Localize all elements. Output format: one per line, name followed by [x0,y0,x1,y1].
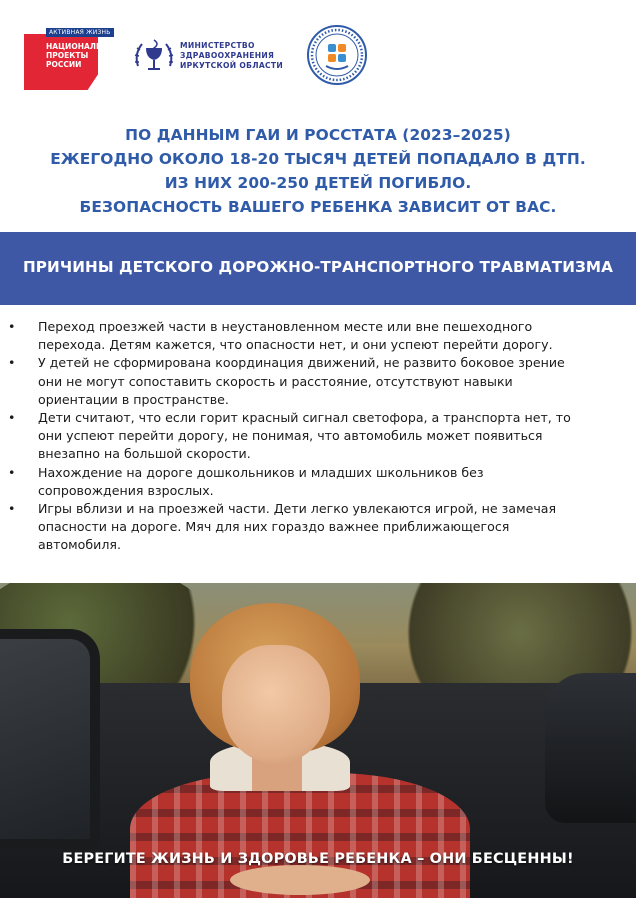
footer-slogan: БЕРЕГИТЕ ЖИЗНЬ И ЗДОРОВЬЕ РЕБЕНКА – ОНИ БЕСЦЕННЫ! [62,851,574,867]
list-item [8,464,618,500]
bullet-icon: • [8,501,16,517]
list-item [8,409,618,464]
national-projects-tag: АКТИВНАЯ ЖИЗНЬ [46,28,114,37]
list-item [8,500,618,555]
bowl-of-hygieia-icon [132,36,176,76]
statistics-intro [30,123,606,219]
child-hands [230,865,370,895]
national-projects-logo [24,28,121,92]
intro-line-1: ПО ДАННЫМ ГАИ И РОССТАТА (2023–2025) [125,126,511,144]
bullet-icon: • [8,319,16,334]
cause-line: они успеют перейти дорогу, не понимая, что автомобиль может появиться [38,428,543,444]
ministry-line-3: ИРКУТСКОЙ ОБЛАСТИ [180,61,284,70]
ministry-line-1: МИНИСТЕРСТВО [180,41,255,50]
child-in-car-photo [0,583,636,898]
cause-line: У детей не сформирована координация движений, не развито боковое зрение [38,355,565,371]
banner-title: ПРИЧИНЫ ДЕТСКОГО ДОРОЖНО-ТРАНСПОРТНОГО ТРАВМАТИЗМА [22,258,613,276]
poster-header [0,0,636,100]
bullet-icon: • [8,410,16,426]
causes-list [8,318,618,555]
prevention-center-seal-icon [306,24,368,86]
ministry-logo [132,36,282,76]
cause-line: опасности на дороге. Мяч для них гораздо важнее приближающегося [38,519,510,535]
cause-line: они не могут сопоставить скорость и расстояние, отсутствуют навыки [38,373,513,389]
cause-line: Дети считают, что если горит красный сигнал светофора, а транспорта нет, то [38,410,571,426]
side-mirror [545,673,636,823]
ministry-line-2: ЗДРАВООХРАНЕНИЯ [180,51,275,60]
intro-line-3: ИЗ НИХ 200-250 ДЕТЕЙ ПОГИБЛО. [164,174,472,192]
cause-line: Игры вблизи и на проезжей части. Дети легко увлекаются игрой, не замечая [38,501,557,517]
intro-line-2: ЕЖЕГОДНО ОКОЛО 18-20 ТЫСЯЧ ДЕТЕЙ ПОПАДАЛО В ДТП. [50,150,586,168]
car-window [0,629,100,849]
list-item [8,354,618,409]
cause-line: сопровождения взрослых. [38,482,214,498]
child-face [222,645,330,763]
cause-line: внезапно на большой скорости. [38,446,251,462]
cause-line: перехода. Детям кажется, что опасности нет, и они успеют перейти дорогу. [38,337,553,353]
section-banner [0,232,636,305]
bullet-icon: • [8,355,16,371]
cause-line: автомобиля. [38,537,121,553]
cause-line: ориентации в пространстве. [38,391,229,407]
intro-line-4: БЕЗОПАСНОСТЬ ВАШЕГО РЕБЕНКА ЗАВИСИТ ОТ ВАС. [79,198,557,216]
bullet-icon: • [8,464,16,480]
cause-line: Переход проезжей части в неустановленном месте или вне пешеходного [38,319,533,334]
list-item [8,318,618,354]
cause-line: Нахождение на дороге дошкольников и младших школьников без [38,464,484,480]
national-projects-name: НАЦИОНАЛЬНЫЕ ПРОЕКТЫ РОССИИ [46,42,121,69]
